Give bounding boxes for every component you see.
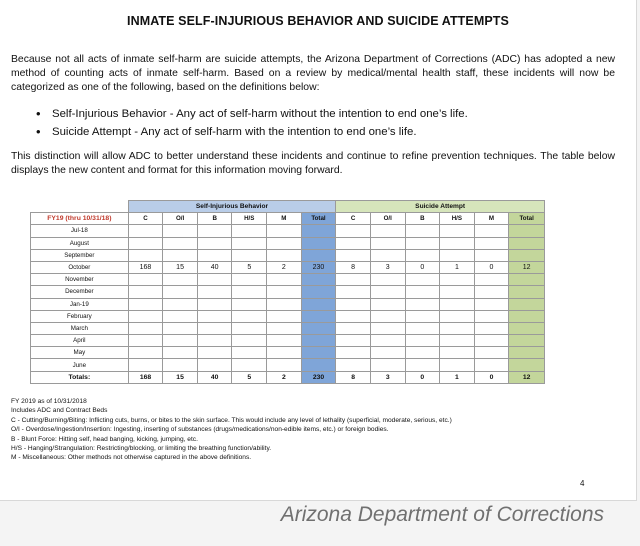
table-cell (267, 322, 302, 334)
table-cell (197, 286, 232, 298)
table-cell (440, 335, 475, 347)
table-cell (440, 310, 475, 322)
table-cell (509, 286, 545, 298)
note-as-of: FY 2019 as of 10/31/2018 (11, 398, 87, 405)
column-header-sa-c: C (336, 213, 371, 225)
group-header-row (31, 201, 545, 213)
table-cell (440, 249, 475, 261)
table-cell: 0 (405, 261, 440, 273)
table-cell (197, 298, 232, 310)
table-cell (405, 298, 440, 310)
totals-cell: 2 (267, 371, 302, 383)
column-header-sib-b: B (197, 213, 232, 225)
row-month-label: April (31, 335, 129, 347)
table-cell: 0 (474, 261, 509, 273)
table-cell (197, 310, 232, 322)
table-cell (197, 335, 232, 347)
table-cell (128, 322, 163, 334)
table-cell (474, 310, 509, 322)
table-cell (301, 237, 336, 249)
table-cell (197, 237, 232, 249)
table-cell (474, 298, 509, 310)
source-caption: Arizona Department of Corrections (280, 503, 604, 526)
table-cell (405, 310, 440, 322)
table-cell (267, 310, 302, 322)
row-month-label: Jan-19 (31, 298, 129, 310)
table-cell (301, 322, 336, 334)
table-cell (405, 225, 440, 237)
table-cell (267, 286, 302, 298)
table-cell (301, 274, 336, 286)
table-cell (440, 274, 475, 286)
table-cell (370, 237, 405, 249)
table-cell (440, 322, 475, 334)
table-cell (370, 347, 405, 359)
table-cell (232, 347, 267, 359)
totals-cell: 8 (336, 371, 371, 383)
row-month-label: December (31, 286, 129, 298)
table-cell (509, 322, 545, 334)
table-row (31, 261, 545, 273)
row-month-label: May (31, 347, 129, 359)
table-cell (440, 237, 475, 249)
table-cell (405, 359, 440, 371)
column-header-sa-b: B (405, 213, 440, 225)
table-row (31, 225, 545, 237)
totals-cell: 168 (128, 371, 163, 383)
table-cell (474, 335, 509, 347)
table-cell (163, 249, 198, 261)
note-includes: Includes ADC and Contract Beds (11, 407, 108, 415)
table-row (31, 347, 545, 359)
table-cell (128, 335, 163, 347)
table-cell (128, 274, 163, 286)
table-row (31, 237, 545, 249)
table-cell (336, 322, 371, 334)
column-header-sa-oi: O/I (370, 213, 405, 225)
table-cell (474, 249, 509, 261)
table-cell: 8 (336, 261, 371, 273)
totals-row (31, 371, 545, 383)
table-cell (301, 225, 336, 237)
table-cell (197, 347, 232, 359)
table-cell (301, 286, 336, 298)
definition-list (36, 105, 468, 141)
table-cell (370, 298, 405, 310)
group-header-self-injurious: Self-Injurious Behavior (128, 201, 336, 213)
table-cell (128, 310, 163, 322)
table-cell (336, 347, 371, 359)
table-cell: 5 (232, 261, 267, 273)
table-cell (128, 347, 163, 359)
table-cell (440, 225, 475, 237)
table-cell (128, 237, 163, 249)
table-cell (440, 286, 475, 298)
table-cell (405, 322, 440, 334)
table-cell (405, 249, 440, 261)
fiscal-year-label: FY19 (thru 10/31/18) (31, 213, 129, 225)
totals-cell: 12 (509, 371, 545, 383)
note-definition-b: B - Blunt Force: Hitting self, head banging, kicking, jumping, etc. (11, 435, 198, 443)
totals-cell: 3 (370, 371, 405, 383)
table-cell (336, 249, 371, 261)
table-cell (267, 359, 302, 371)
page-title: INMATE SELF-INJURIOUS BEHAVIOR AND SUICIDE ATTEMPTS (127, 14, 509, 28)
totals-cell: 40 (197, 371, 232, 383)
table-cell (232, 274, 267, 286)
table-cell (474, 274, 509, 286)
table-cell (197, 322, 232, 334)
table-cell (232, 237, 267, 249)
table-cell (267, 274, 302, 286)
intro-paragraph: Because not all acts of inmate self-harm are suicide attempts, the Arizona Department of Corrections (ADC) has adopted a new method of counting acts of inmate self-harm. Based on a review by medical/mental health staff, these incidents will now be categorized as one of the following, based on the definitions below: (11, 54, 615, 94)
table-cell (301, 335, 336, 347)
table-cell (301, 249, 336, 261)
table-cell (370, 225, 405, 237)
row-month-label: October (31, 261, 129, 273)
table-cell (336, 286, 371, 298)
note-definition-oi: O/I - Overdose/Ingestion/Insertion: Ingesting, inserting of substances (drugs/medications/non-edible items, etc.) or foreign bodies. (11, 426, 389, 434)
column-header-sa-hs: H/S (440, 213, 475, 225)
column-header-sib-oi: O/I (163, 213, 198, 225)
table-cell: 2 (267, 261, 302, 273)
table-cell (301, 298, 336, 310)
table-cell (370, 274, 405, 286)
table-cell (128, 249, 163, 261)
table-cell (232, 298, 267, 310)
table-cell (474, 322, 509, 334)
row-month-label: September (31, 249, 129, 261)
table-cell (128, 298, 163, 310)
table-cell (232, 322, 267, 334)
table-cell (405, 237, 440, 249)
table-cell (336, 359, 371, 371)
table-row (31, 322, 545, 334)
table-row (31, 249, 545, 261)
table-cell (301, 310, 336, 322)
totals-cell: 0 (405, 371, 440, 383)
table-cell (267, 249, 302, 261)
table-cell (474, 286, 509, 298)
row-month-label: November (31, 274, 129, 286)
note-definition-c: C - Cutting/Burning/Biting: Inflicting cuts, burns, or bites to the skin surface. This would include any level of lethality (superficial, moderate, serious, etc.) (11, 416, 452, 424)
table-cell (336, 274, 371, 286)
table-row (31, 274, 545, 286)
table-cell (440, 298, 475, 310)
table-cell (405, 286, 440, 298)
totals-cell: 15 (163, 371, 198, 383)
table-cell (336, 225, 371, 237)
row-month-label: March (31, 322, 129, 334)
table-cell (267, 237, 302, 249)
table-cell (163, 237, 198, 249)
definition-suicide-attempt: • Suicide Attempt - Any act of self-harm with the intention to end one’s life. (36, 123, 468, 141)
note-definition-m: M - Miscellaneous: Other methods not otherwise captured in the above definitions. (11, 454, 252, 462)
table-cell (440, 359, 475, 371)
table-cell: 40 (197, 261, 232, 273)
table-cell (163, 225, 198, 237)
table-cell (267, 298, 302, 310)
distinction-paragraph: This distinction will allow ADC to better understand these incidents and continue to refine prevention techniques. The table below displays the new content and format for this information moving forward. (11, 151, 615, 177)
table-cell (163, 322, 198, 334)
totals-label: Totals: (31, 371, 129, 383)
note-definition-hs: H/S - Hanging/Strangulation: Restricting/blocking, or limiting the breathing function/ability. (11, 445, 272, 453)
table-cell (370, 335, 405, 347)
table-cell (301, 359, 336, 371)
totals-cell: 1 (440, 371, 475, 383)
table-cell (163, 347, 198, 359)
table-cell: 168 (128, 261, 163, 273)
table-cell: 12 (509, 261, 545, 273)
table-cell (128, 359, 163, 371)
table-cell (405, 274, 440, 286)
table-row (31, 298, 545, 310)
table-cell (197, 359, 232, 371)
table-cell (509, 298, 545, 310)
incident-table (30, 200, 545, 384)
table-cell (232, 310, 267, 322)
table-cell (509, 225, 545, 237)
table-cell (163, 286, 198, 298)
row-month-label: February (31, 310, 129, 322)
table-cell (336, 237, 371, 249)
table-cell (509, 347, 545, 359)
group-header-suicide-attempt: Suicide Attempt (336, 201, 545, 213)
table-cell (197, 274, 232, 286)
table-cell (405, 335, 440, 347)
totals-cell: 5 (232, 371, 267, 383)
table-cell (370, 286, 405, 298)
table-cell (197, 225, 232, 237)
table-cell (474, 347, 509, 359)
table-cell (163, 359, 198, 371)
table-cell (163, 335, 198, 347)
table-cell: 230 (301, 261, 336, 273)
table-cell (509, 249, 545, 261)
table-cell (509, 310, 545, 322)
table-cell (267, 335, 302, 347)
table-cell (163, 310, 198, 322)
table-notes (11, 397, 611, 463)
table-cell (509, 274, 545, 286)
table-cell (509, 237, 545, 249)
table-cell (474, 237, 509, 249)
table-cell (370, 359, 405, 371)
table-cell (197, 249, 232, 261)
table-cell (509, 359, 545, 371)
table-cell: 15 (163, 261, 198, 273)
totals-cell: 0 (474, 371, 509, 383)
table-row (31, 335, 545, 347)
row-month-label: June (31, 359, 129, 371)
table-cell (301, 347, 336, 359)
table-cell (232, 335, 267, 347)
table-cell (232, 359, 267, 371)
table-row (31, 310, 545, 322)
table-corner (31, 201, 129, 213)
totals-cell: 230 (301, 371, 336, 383)
column-header-sib-c: C (128, 213, 163, 225)
table-cell (128, 225, 163, 237)
table-cell (232, 249, 267, 261)
table-cell (336, 335, 371, 347)
table-cell (163, 274, 198, 286)
table-cell (370, 310, 405, 322)
column-header-sib-total: Total (301, 213, 336, 225)
table-cell (370, 249, 405, 261)
table-cell (128, 286, 163, 298)
page-number: 4 (580, 479, 585, 488)
table-cell (474, 225, 509, 237)
column-header-sib-hs: H/S (232, 213, 267, 225)
table-cell (267, 225, 302, 237)
table-cell (336, 310, 371, 322)
table-cell: 1 (440, 261, 475, 273)
table-cell (336, 298, 371, 310)
table-cell (232, 286, 267, 298)
table-cell (509, 335, 545, 347)
table-cell (163, 298, 198, 310)
table-cell (267, 347, 302, 359)
row-month-label: August (31, 237, 129, 249)
column-header-sa-m: M (474, 213, 509, 225)
table-cell (232, 225, 267, 237)
column-header-sib-m: M (267, 213, 302, 225)
row-month-label: Jul-18 (31, 225, 129, 237)
table-cell (405, 347, 440, 359)
table-cell (440, 347, 475, 359)
table-cell: 3 (370, 261, 405, 273)
definition-self-injurious: • Self-Injurious Behavior - Any act of self-harm without the intention to end one’s life. (36, 105, 468, 123)
column-header-row (31, 213, 545, 225)
table-cell (474, 359, 509, 371)
table-row (31, 286, 545, 298)
table-row (31, 359, 545, 371)
table-cell (370, 322, 405, 334)
column-header-sa-total: Total (509, 213, 545, 225)
